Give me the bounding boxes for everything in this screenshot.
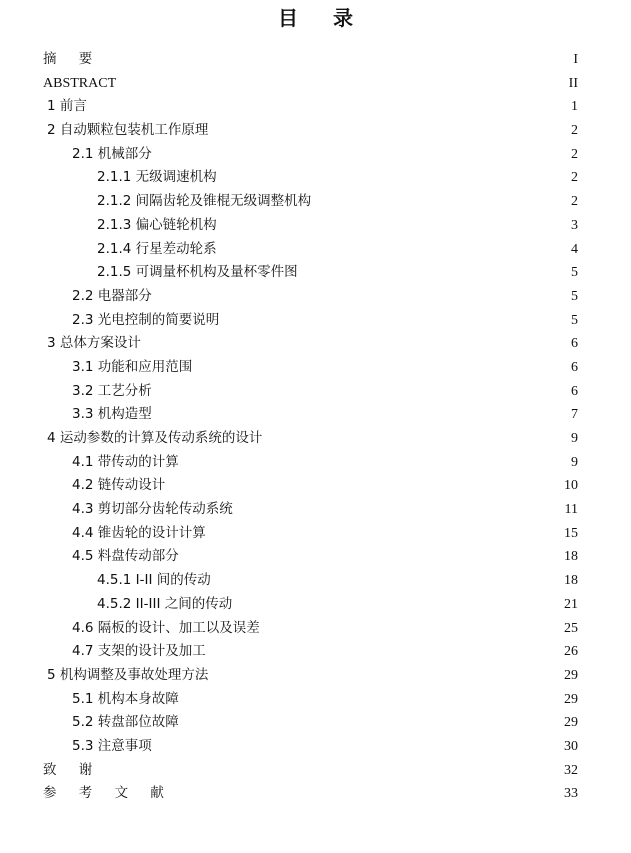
toc-entry-label: 4.3 剪切部分齿轮传动系统 xyxy=(72,501,233,518)
toc-entry-3-1[interactable] xyxy=(0,356,631,380)
toc-entry-page: 32 xyxy=(564,762,578,778)
toc-entry-label: 4 运动参数的计算及传动系统的设计 xyxy=(47,430,263,446)
toc-entry-page: 33 xyxy=(564,786,578,802)
toc-entry-page: 7 xyxy=(571,407,578,423)
toc-entry-label: 2.1 机械部分 xyxy=(72,145,152,162)
toc-entry-4-6[interactable] xyxy=(0,617,631,641)
toc-entry-page: 29 xyxy=(564,691,578,707)
toc-entry-label: 3.1 功能和应用范围 xyxy=(72,358,193,375)
toc-entry-acknowledgements[interactable] xyxy=(0,759,631,783)
toc-entry-page: 5 xyxy=(571,288,578,304)
toc-entry-page: 9 xyxy=(571,454,578,470)
toc-entry-page: 11 xyxy=(564,502,578,518)
toc-entry-2-1-5[interactable] xyxy=(0,261,631,285)
toc-entry-2-2[interactable] xyxy=(0,285,631,309)
toc-entry-page: 29 xyxy=(564,715,578,731)
toc-entry-page: 5 xyxy=(571,312,578,328)
toc-entry-label: 2.1.1 无级调速机构 xyxy=(97,169,217,186)
toc-entry-label: 4.1 带传动的计算 xyxy=(72,453,179,470)
toc-entry-abstract-cn[interactable] xyxy=(0,48,631,72)
toc-entry-4-2[interactable] xyxy=(0,474,631,498)
toc-entry-label: 5.2 转盘部位故障 xyxy=(72,714,179,731)
toc-entry-label: 2.1.2 间隔齿轮及锥棍无级调整机构 xyxy=(97,193,312,210)
toc-entry-label: 3 总体方案设计 xyxy=(47,335,141,352)
toc-entry-page: 2 xyxy=(571,146,578,162)
toc-entry-label: 5.1 机构本身故障 xyxy=(72,690,179,707)
toc-entry-label: ABSTRACT xyxy=(43,75,117,91)
toc-entry-1[interactable] xyxy=(0,95,631,119)
toc-entry-label: 5.3 注意事项 xyxy=(72,737,152,754)
toc-entry-page: 26 xyxy=(564,644,578,660)
toc-entry-4-5[interactable] xyxy=(0,545,631,569)
toc-entry-4-3[interactable] xyxy=(0,498,631,522)
table-of-contents xyxy=(0,48,631,806)
toc-entry-page: 18 xyxy=(564,573,578,589)
toc-entry-page: II xyxy=(568,75,578,91)
toc-entry-page: 2 xyxy=(571,170,578,186)
toc-entry-label: 4.5 料盘传动部分 xyxy=(72,548,179,565)
toc-entry-page: 25 xyxy=(564,620,578,636)
page-title: 目 录 xyxy=(278,6,367,30)
toc-entry-page: 4 xyxy=(571,241,578,257)
toc-entry-page: 21 xyxy=(564,596,578,612)
toc-entry-2-1-3[interactable] xyxy=(0,214,631,238)
toc-entry-label: 2.1.3 偏心链轮机构 xyxy=(97,216,217,233)
toc-entry-page: 15 xyxy=(564,525,578,541)
toc-entry-3-2[interactable] xyxy=(0,380,631,404)
toc-entry-label: 5 机构调整及事故处理方法 xyxy=(47,666,209,683)
toc-entry-abstract-en[interactable] xyxy=(0,72,631,96)
toc-entry-2[interactable] xyxy=(0,119,631,143)
toc-entry-label: 2 自动颗粒包装机工作原理 xyxy=(47,122,209,139)
toc-entry-label: 4.5.1 I-II 间的传动 xyxy=(97,572,211,589)
toc-entry-label: 1 前言 xyxy=(47,98,87,115)
toc-entry-5-3[interactable] xyxy=(0,735,631,759)
toc-entry-label: 4.2 链传动设计 xyxy=(72,477,166,494)
toc-entry-page: 6 xyxy=(571,359,578,375)
toc-entry-page: 6 xyxy=(571,336,578,352)
toc-entry-2-1[interactable] xyxy=(0,143,631,167)
toc-entry-label: 4.5.2 II-III 之间的传动 xyxy=(97,595,233,612)
toc-entry-2-1-4[interactable] xyxy=(0,238,631,262)
toc-entry-2-1-2[interactable] xyxy=(0,190,631,214)
toc-entry-page: 10 xyxy=(564,478,578,494)
toc-entry-page: 3 xyxy=(571,217,578,233)
toc-entry-3-3[interactable] xyxy=(0,403,631,427)
toc-entry-label: 参 考 文 献 xyxy=(43,785,173,802)
toc-entry-4-4[interactable] xyxy=(0,522,631,546)
toc-entry-4-7[interactable] xyxy=(0,640,631,664)
toc-entry-label: 4.6 隔板的设计、加工以及误差 xyxy=(72,619,260,636)
toc-entry-label: 2.2 电器部分 xyxy=(72,287,152,304)
toc-entry-label: 3.2 工艺分析 xyxy=(72,382,152,399)
toc-entry-4-5-1[interactable] xyxy=(0,569,631,593)
toc-entry-page: 30 xyxy=(564,738,578,754)
toc-entry-page: 2 xyxy=(571,123,578,139)
toc-entry-label: 摘 要 xyxy=(43,51,102,67)
toc-entry-4-5-2[interactable] xyxy=(0,593,631,617)
toc-entry-label: 4.7 支架的设计及加工 xyxy=(72,643,206,660)
toc-entry-references[interactable] xyxy=(0,782,631,806)
toc-entry-label: 2.1.5 可调量杯机构及量杯零件图 xyxy=(97,264,298,281)
toc-entry-4[interactable] xyxy=(0,427,631,451)
toc-entry-2-1-1[interactable] xyxy=(0,166,631,190)
toc-entry-page: 5 xyxy=(571,265,578,281)
toc-entry-label: 3.3 机构造型 xyxy=(72,406,152,423)
toc-entry-page: 9 xyxy=(571,431,578,446)
toc-entry-page: I xyxy=(573,52,578,67)
toc-entry-label: 2.1.4 行星差动轮系 xyxy=(97,240,217,257)
toc-entry-5-1[interactable] xyxy=(0,688,631,712)
toc-entry-page: 6 xyxy=(571,383,578,399)
toc-entry-page: 29 xyxy=(564,667,578,683)
toc-entry-page: 2 xyxy=(571,194,578,210)
toc-entry-page: 18 xyxy=(564,549,578,565)
toc-entry-5[interactable] xyxy=(0,664,631,688)
toc-entry-label: 2.3 光电控制的简要说明 xyxy=(72,311,220,328)
toc-entry-2-3[interactable] xyxy=(0,309,631,333)
toc-entry-label: 4.4 锥齿轮的设计计算 xyxy=(72,524,206,541)
toc-entry-4-1[interactable] xyxy=(0,451,631,475)
toc-entry-label: 致 谢 xyxy=(43,761,102,778)
toc-entry-3[interactable] xyxy=(0,332,631,356)
toc-entry-5-2[interactable] xyxy=(0,711,631,735)
toc-entry-page: 1 xyxy=(571,99,578,115)
